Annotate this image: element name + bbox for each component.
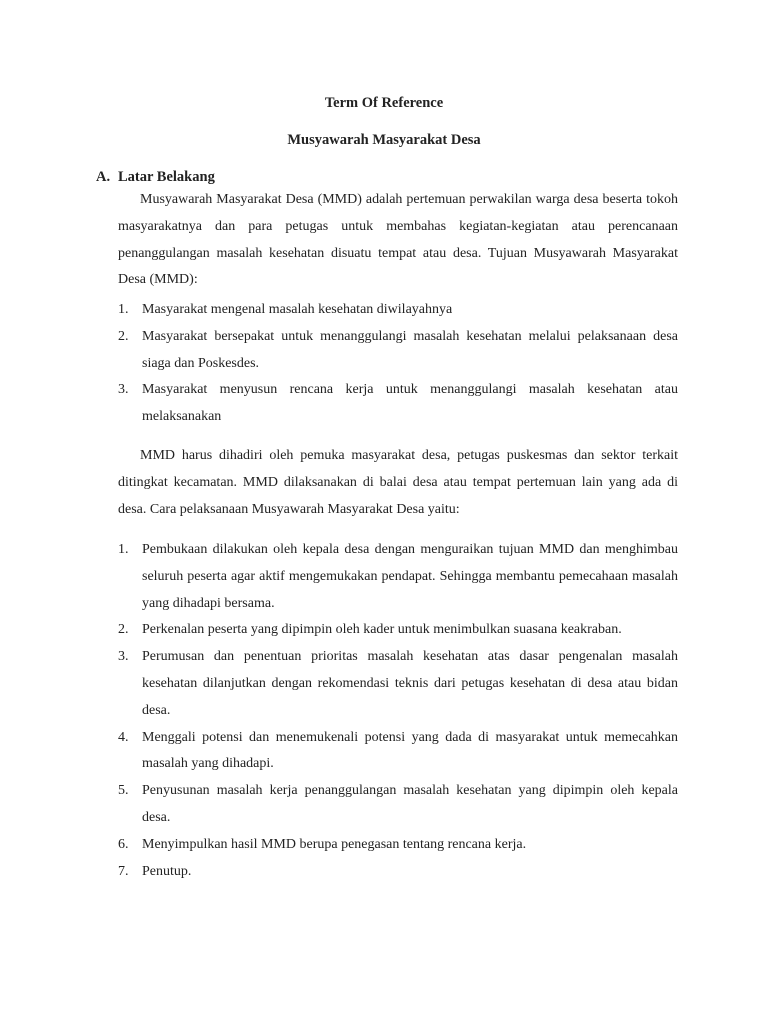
list-item-text: Pembukaan dilakukan oleh kepala desa dengan menguraikan tujuan MMD dan menghimbau seluruh peserta agar aktif mengemukakan pendapat. Sehingga membantu pemecahaan masalah yang dihadapi bersama. — [142, 542, 678, 611]
list-item-text: Masyarakat bersepakat untuk menanggulangi masalah kesehatan melalui pelaksanaan desa siaga dan Poskesdes. — [142, 328, 678, 371]
list-item-number: 3. — [118, 382, 129, 398]
document-title: Term Of Reference — [324, 95, 444, 111]
steps-list — [118, 537, 678, 885]
list-item-text: Masyarakat menyusun rencana kerja untuk menanggulangi masalah kesehatan atau melaksanakan — [142, 382, 678, 425]
list-item-number: 4. — [118, 729, 129, 745]
list-item-text: Penyusunan masalah kerja penanggulangan masalah kesehatan yang dipimpin oleh kepala desa. — [142, 783, 678, 825]
list-item — [118, 725, 678, 779]
list-item — [118, 297, 678, 324]
list-item-text: Perkenalan peserta yang dipimpin oleh kader untuk menimbulkan suasana keakraban. — [142, 622, 622, 638]
paragraph-implementation: MMD harus dihadiri oleh pemuka masyarakat desa, petugas puskesmas dan sektor terkait ditingkat kecamatan. MMD dilaksanakan di balai desa atau tempat pertemuan lain yang ada di desa. Cara pelaksanaan Musyawarah Masyarakat Desa yaitu: — [118, 448, 678, 517]
list-item-number: 2. — [118, 328, 129, 344]
list-item-number: 7. — [118, 863, 129, 879]
list-item — [118, 324, 678, 378]
list-item-text: Perumusan dan penentuan prioritas masalah kesehatan atas dasar pengenalan masalah kesehatan dilanjutkan dengan rekomendasi teknis dari petugas kesehatan di desa atau bidan desa. — [142, 649, 678, 718]
list-item-number: 5. — [118, 783, 129, 799]
list-item — [118, 778, 678, 832]
list-item-number: 3. — [118, 649, 129, 665]
list-item-text: Penutup. — [142, 863, 192, 879]
list-item — [118, 377, 678, 431]
list-item — [118, 832, 678, 859]
list-item-text: Masyarakat mengenal masalah kesehatan diwilayahnya — [142, 302, 453, 317]
list-item — [118, 644, 678, 724]
section-heading — [96, 167, 215, 187]
list-item — [118, 617, 678, 644]
list-item-text: Menggali potensi dan menemukenali potensi yang dada di masyarakat untuk memecahkan masalah yang dihadapi. — [142, 729, 678, 772]
document-subtitle: Musyawarah Masyarakat Desa — [287, 132, 481, 148]
goals-list — [118, 297, 678, 431]
list-item-text: Menyimpulkan hasil MMD berupa penegasan tentang rencana kerja. — [142, 836, 527, 852]
list-item-number: 6. — [118, 836, 129, 852]
section-letter: A. — [96, 169, 111, 185]
list-item-number: 2. — [118, 622, 129, 638]
list-item-number: 1. — [118, 542, 129, 557]
list-item — [118, 537, 678, 617]
list-item-number: 1. — [118, 302, 129, 317]
paragraph-intro: Musyawarah Masyarakat Desa (MMD) adalah pertemuan perwakilan warga desa beserta tokoh masyarakatnya dan para petugas untuk membahas kegiatan-kegiatan atau perencanaan penanggulangan masalah kesehatan disuatu tempat atau desa. Tujuan Musyawarah Masyarakat Desa (MMD): — [118, 192, 678, 288]
section-heading-text: Latar Belakang — [118, 169, 215, 185]
list-item — [118, 859, 678, 886]
